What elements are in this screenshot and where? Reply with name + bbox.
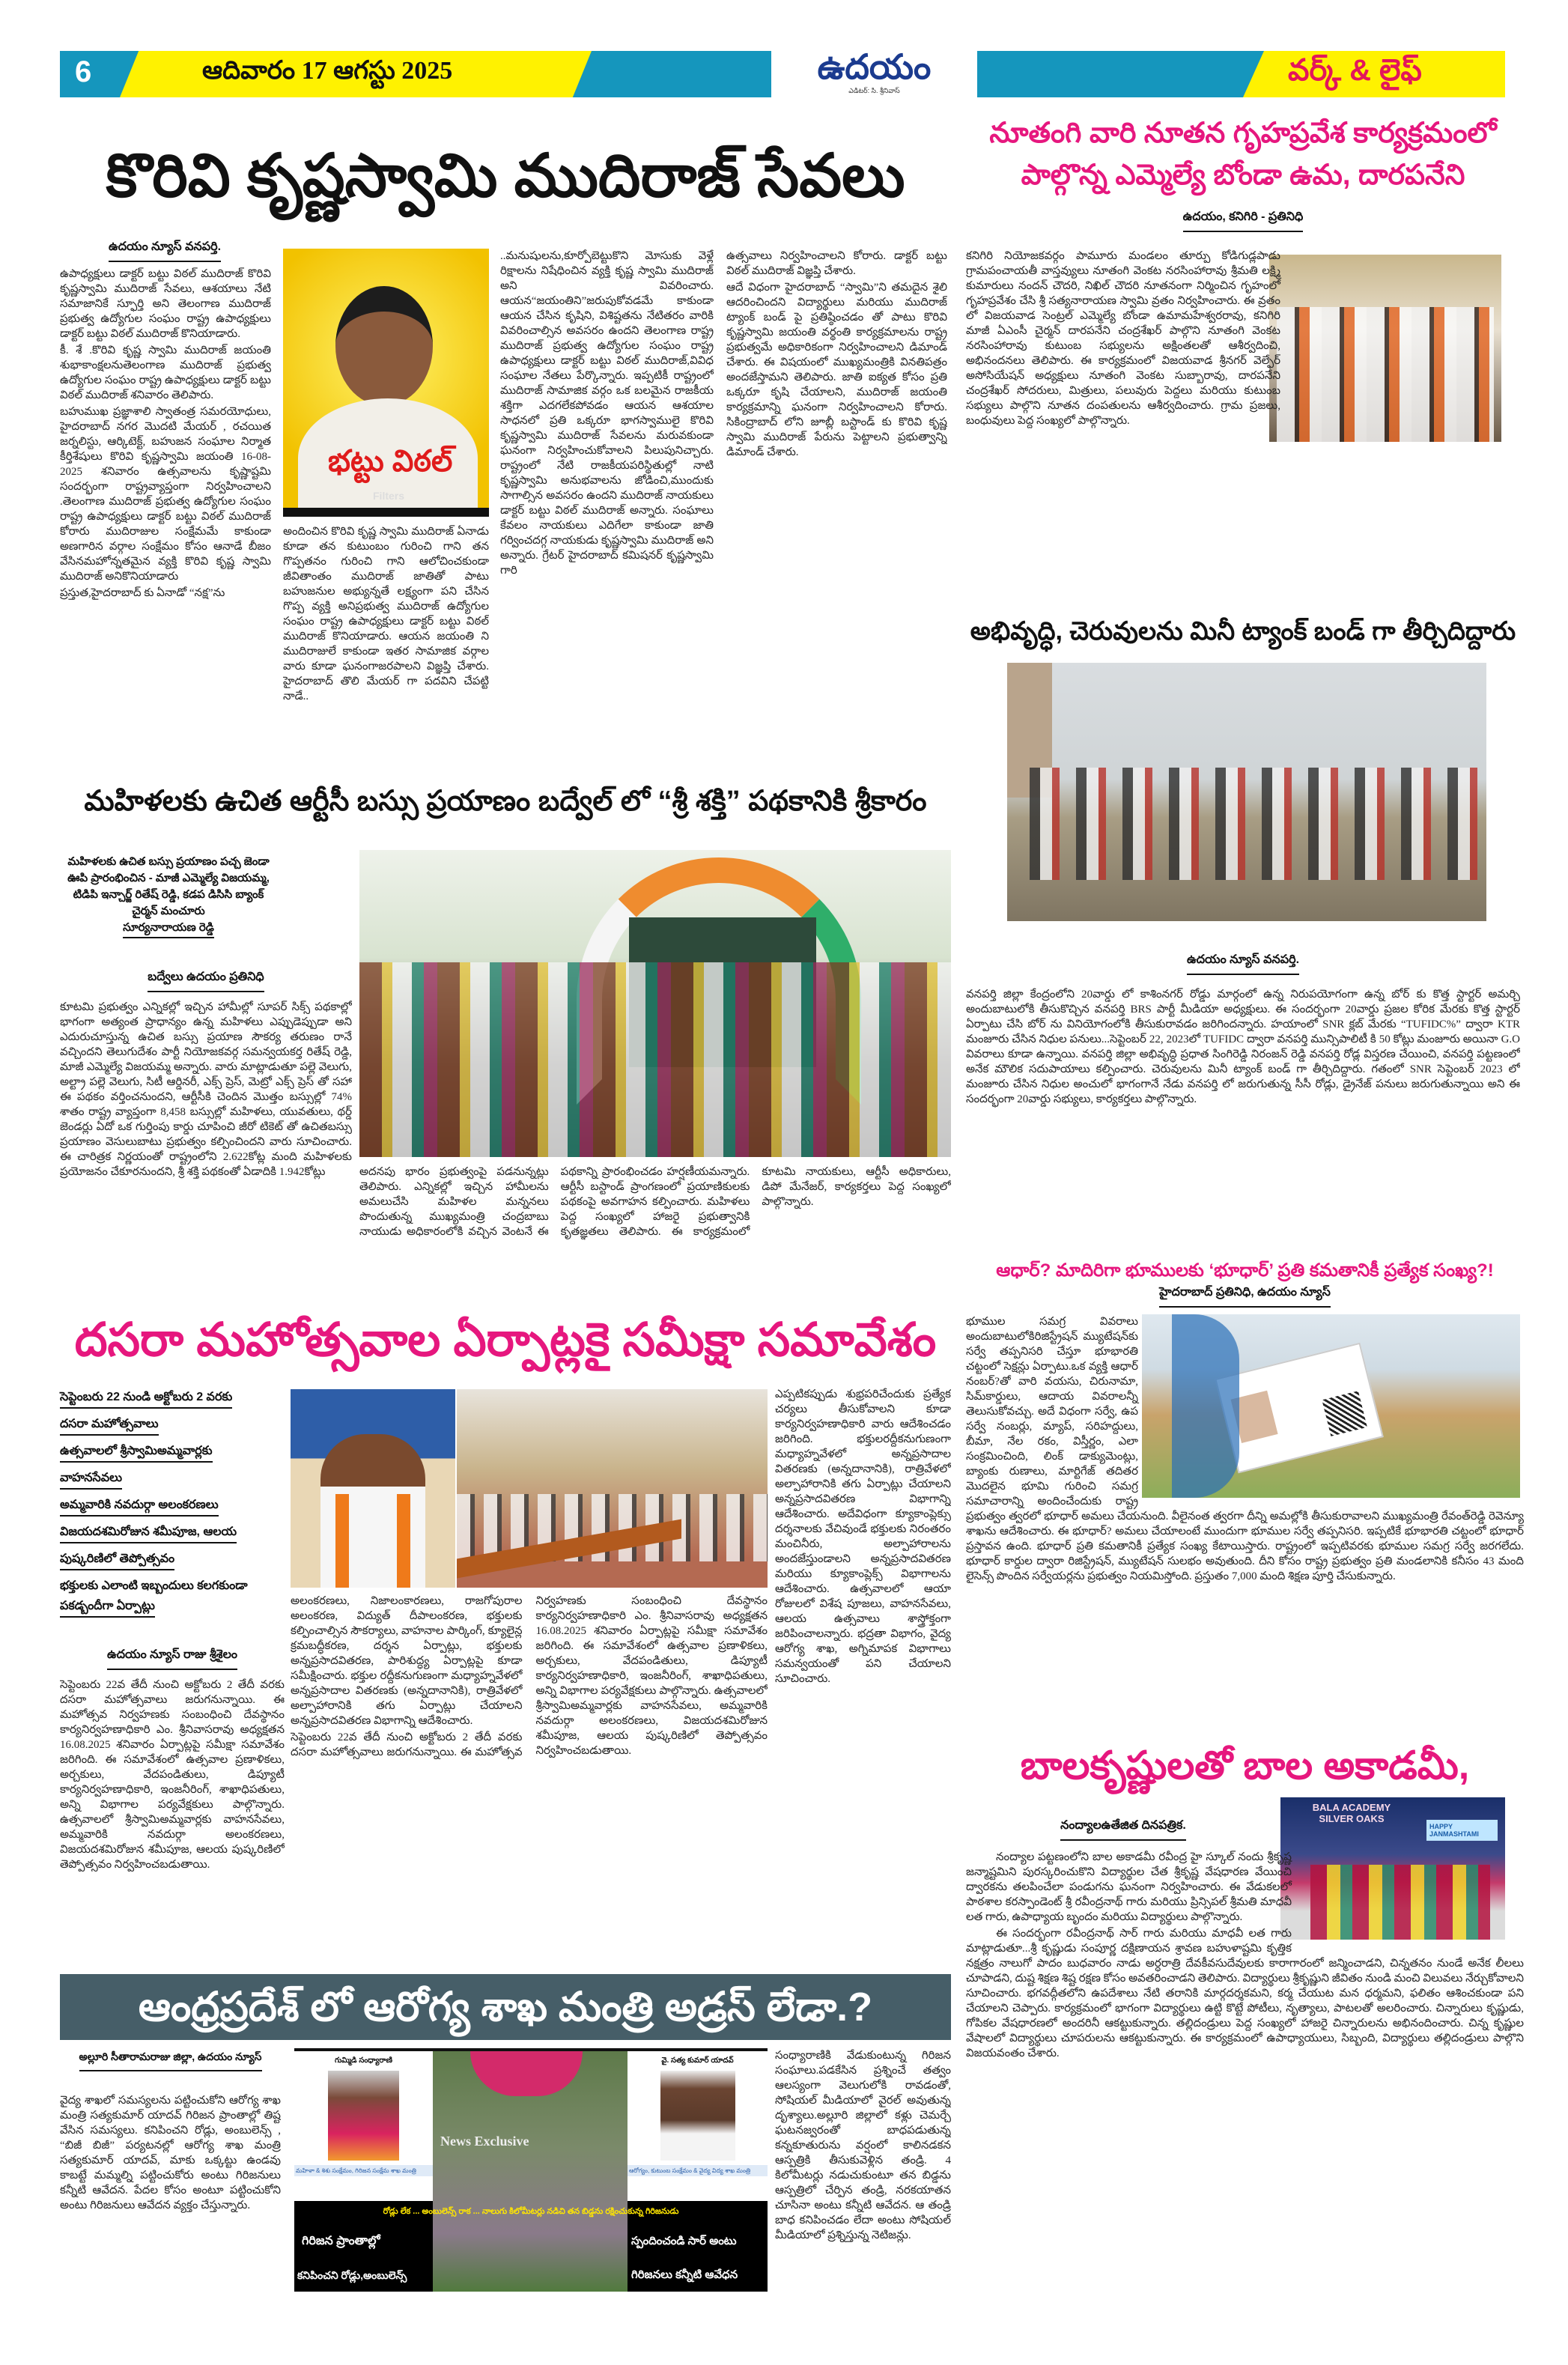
bus-photo — [359, 850, 951, 1157]
photo-name-caption: భట్టు విఠల్ — [328, 445, 453, 478]
bus-body-2: అదనపు భారం ప్రభుత్వంపై పడనున్నట్లు తెలిపారు. ఎన్నికల్లో ఇచ్చిన హామీలను అమలుచేసి మహిళల మన్ననలు పొందుతున్న ముఖ్యమంత్రి చంద్రబాబు నాయుడు అధికారంలోకి వచ్చిన వెంటనే ఈ పథకాన్ని ప్రారంభించడం హర్షణీయమన్నారు. ఆర్టీసీ బస్టాండ్ ప్రాంగణంలో ప్రయాణికులకు పథకంపై అవగాహన కల్పించారు. మహిళలు పెద్ద సంఖ్యలో హాజరై ప్రభుత్వానికి కృతజ్ఞతలు తెలిపారు. ఈ కార్యక్రమంలో కూటమి నాయకులు, ఆర్టీసీ అధికారులు, డిపో మేనేజర్, కార్యకర్తలు పెద్ద సంఖ్యలో పాల్గొన్నారు. — [359, 1166, 951, 1238]
left-panel — [294, 2051, 433, 2201]
tankbund-photo — [1007, 663, 1486, 921]
highlight-item: భక్తులకు ఎలాంటి ఇబ్బందులు కలగకుండా — [60, 1579, 248, 1592]
highlight-item: సెప్టెంబరు 22 నుండి అక్టోబరు 2 వరకు — [60, 1387, 232, 1409]
dasara-photo-meeting — [457, 1389, 768, 1588]
photo-spacer — [1292, 1850, 1524, 1943]
people-group — [1030, 768, 1479, 880]
crowd — [359, 962, 951, 1157]
caption-right-1: స్పందించండి సార్ అంటు — [631, 2235, 737, 2247]
bus-body: కూటమి ప్రభుత్వం ఎన్నికల్లో ఇచ్చిన హామీల్లో సూపర్ సిక్స్ పథకాల్లో భాగంగా అత్యంత ప్రాధాన్యం ఉన్న మహిళలు ఎప్పుడెప్పుడా అని ఎదురుచూస్తున్న ఉచిత బస్సు ప్రయాణ సౌకర్య తరుణం రానే వచ్చిందని తెలుగుదేశం పార్టీ నియోజకవర్గ సమన్వయకర్త రితేష్ రెడ్డి, మాజీ ఎమ్మెల్యే విజయమ్మ అన్నారు. వారు మాట్లాడుతూ పల్లె వెలుగు, అల్ట్రా పల్లె వెలుగు, సిటీ ఆర్డినరీ, ఎక్స్ ప్రెస్, మెట్రో ఎక్స్ ప్రెస్ తో సహా ఈ పథకం వర్తించనుందని, ఆర్టీసీకి చెందిన మొత్తం బస్సుల్లో 74% శాతం రాష్ట్ర వ్యాప్తంగా 8,458 బస్సుల్లో మహిళలు, యువతులు, థర్డ్ జెండర్లు ఏదో ఒక గుర్తింపు కార్డు చూపించి జీరో టికెట్ తో ఉచితబస్సు ప్రయాణం వెసులుబాటు ప్రభుత్వం కల్పించిందని వారు సూచించారు. ఈ చారిత్రక నిర్ణయంతో రాష్ట్రంలోని 2.622కోట్ల మంది మహిళలకు ప్రయోజనం చేకూరనుందని, శ్రీ శక్తి పథకంతో ఏడాదికి 1.942కోట్లు — [60, 1001, 352, 1178]
bus-headline: మహిళలకు ఉచిత ఆర్టీసీ బస్సు ప్రయాణం బద్వేల్ లో “శ్రీ శక్తి” పథకానికి శ్రీకారం — [84, 786, 927, 817]
kanigiri-byline: ఉదయం, కనిగిరి - ప్రతినిధి — [966, 210, 1520, 232]
mudiraj-col3: ..మనుషులను,కూర్పోబెట్టుకొని మోసుకు వెళ్లే రిక్షాలను నిషేధించిన వ్యక్తి కృష్ణ స్వామి ముదిరాజ్ అని వివరించారు. ఆయన“జయంతిని”జరుపుకోవడమే కాకుండా ఆయన చేసిన కృషిని, విశిష్టతను నేటితరం వారికి వివరించాల్సిన అవసరం ఉందని తెలంగాణ రాష్ట్ర ముదిరాజ్ ప్రభుత్వ ఉద్యోగుల సంఘం రాష్ట్ర ఉపాధ్యక్షులు డాక్టర్ బట్టు విఠల్ ముదిరాజ్,వివిధ సంఘాల నేతలు పేర్కొన్నారు. ఇప్పటికీ రాష్ట్రంలో ముదిరాజ్ సామాజిక వర్గం ఒక బలమైన రాజకీయ శక్తిగా ఎదగలేకపోవడం ఆయన ఆశయాల సాధనలో ప్రతి ఒక్కరూ భాగస్వాములై కొరివి కృష్ణస్వామి ముదిరాజ్ సేవలను మరువకుండా ఘనంగా నిర్వహించుకోవాలని పిలుపునిచ్చారు. రాష్ట్రంలో నేటి రాజకీయపరిస్థితుల్లో నాటి కృష్ణస్వామి అనుభవాలను జోడించి,ముందుకు సాగాల్సిన అవసరం ఉందని ముదిరాజ్ నాయకులు డాక్టర్ బట్టు విఠల్ ముదిరాజ్ అన్నారు. సంఘాలు కేవలం నాయకులు ఎదిగేలా కాకుండా జాతి గర్వించదగ్గ నాయకుడు కృష్ణస్వామి ముదిరాజ్ అని అన్నారు. గ్రేటర్ హైదరాబాద్ కమిషనర్ కృష్ణస్వామి గారి — [500, 250, 714, 577]
logo-subtitle: ఎడిటర్: సి. శ్రీనివాస్ — [848, 87, 900, 94]
highlight-item: పుష్కరిణిలో తెప్పోత్సవం — [60, 1549, 174, 1570]
portrait-head — [335, 286, 433, 406]
photo-sign-text: HAPPY JANMASHTAMI — [1426, 1820, 1498, 1841]
tankbund-byline: ఉదయం న్యూస్ వనపర్తి. — [966, 953, 1520, 975]
highlight-item: ఉత్సవాలలో శ్రీస్వామిఅమ్మవార్లకు — [60, 1441, 213, 1463]
aadhaar-byline: హైదరాబాద్ ప్రతినిధి, ఉదయం న్యూస్ — [966, 1285, 1524, 1308]
caption-left-1: గిరిజన ప్రాంతాల్లో — [302, 2235, 380, 2247]
news-exclusive-watermark: News Exclusive — [440, 2134, 529, 2149]
right-panel — [627, 2051, 768, 2201]
issue-date: ఆదివారం 17 ఆగస్టు 2025 — [202, 57, 453, 85]
dasara-highlights — [60, 1387, 285, 1623]
aadhaar-body: భూముల సమగ్ర వివరాలు అందుబాటులోకిరిజిస్ట్రేషన్ మ్యుటేషన్‌కు సర్వే తప్పనిసరి చేస్తూ భూభారతి చట్టంలో సెక్షన్లు ఏర్పాటు.ఒక వ్యక్తి ఆధార్ నంబర్?తో వారి వయసు, చిరునామా, సిమ్‌కార్డులు, ఆదాయ వివరాలన్నీ తెలుసుకోవచ్చు. అదే విధంగా సర్వే, ఉప సర్వే నంబర్లు, మ్యాప్, సరిహద్దులు, బీమా, నేల రకం, విస్తీర్ణం, ఎలా సంక్రమించింది, లింక్ డాక్యుమెంట్లు, బ్యాంకు రుణాలు, మార్టిగేజ్ తదితర మొదలైన భూమి గురించి సమగ్ర సమాచారాన్ని అందించేందుకు రాష్ట్ర ప్రభుత్వం త్వరలో భూధార్ అమలు చేయనుంది. వీలైనంత త్వరగా దీన్ని అమల్లోకి తీసుకురావాలని ముఖ్యమంత్రి రేవంత్‌రెడ్డి రెవెన్యూ శాఖను ఆదేశించారు. ఈ భూధార్? అమలు చేయాలంటే ముందుగా భూముల సర్వే తప్పనిసరి. ఇప్పటికే భూభారతి చట్టంలో భూధార్ ప్రస్తావన ఉంది. భూధార్ ప్రతి కమతానికీ ప్రత్యేక సంఖ్య కేటాయిస్తారు. రాష్ట్రంలో ఇప్పటివరకు భూముల సమగ్ర సర్వే జరగలేదు. భూధార్ కార్డుల ద్వారా రిజిస్ట్రేషన్, మ్యుటేషన్ సులభం అవుతుంది. దీని కోసం రాష్ట్ర ప్రభుత్వం ప్రతి మండలానికి కనీసం 43 మంది లైసెన్స్ పొందిన సర్వేయర్లను ప్రభుత్వం నియమిస్తోంది. ప్రస్తుతం 7,000 మంది శిక్షణ పూర్తి చేసుకున్నారు. — [966, 1316, 1524, 1582]
dasara-body-3: ఎప్పటికప్పుడు శుభ్రపరిచేందుకు ప్రత్యేక చర్యలు తీసుకోవాలని కూడా కార్యనిర్వహణాధికారి వారు ఆదేశించడం జరిగింది. భక్తులరద్దీకనుగుణంగా మధ్యాహ్నవేళలో అన్నప్రసాదాల వితరణకు (అన్నదానానికి), రాత్రివేళలో అల్పాహారానికి తగు ఏర్పాట్లు చేయాలని అన్నప్రసాదవితరణ విభాగాన్ని ఆదేశించారు. అదేవిధంగా క్యూకాంప్లెక్సు దర్శనాలకు వేచివుండే భక్తులకు నిరంతరం మంచినీరు, అల్పాహారాలను అందజేస్తుండాలని అన్నప్రసాదవితరణ మరియు క్యూకాంప్లెక్స్ విభాగాలను ఆదేశించారు. ఉత్సవాలలో ఆయా రోజులలో విశేష పూజలు, వాహనసేవలు, ఆలయ ఉత్సవాలు శాస్త్రోక్తంగా జరిపించాలన్నారు. భద్రతా విభాగం, వైద్య ఆరోగ్య శాఖ, అగ్నిమాపక విభాగాలు సమన్వయంతో పని చేయాలని సూచించారు. — [775, 1388, 951, 1685]
right-minister-role: ఆరోగ్యం, కుటుంబ సంక్షేమం & వైద్య విద్య శాఖ మంత్రి — [627, 2165, 768, 2176]
dasara-byline: ఉదయం న్యూస్ రాజు శ్రీశైలం — [60, 1648, 285, 1670]
bus-byline: బద్వేలు ఉదయం ప్రతినిధి — [60, 970, 352, 992]
video-ticker: రోడ్లు లేక ... అంబులెన్స్ రాక ... నాలుగు కిలోమీటర్లు నడిచి తన బిడ్డను రక్షించుకున్న గిరిజనుడు — [383, 2207, 679, 2216]
photo-banner-text: BALA ACADEMY SILVER OAKS — [1312, 1802, 1391, 1824]
newspaper-logo — [771, 46, 977, 102]
mudiraj-col4: ఉత్సవాలు నిర్వహించాలని కోరారు. డాక్టర్ బట్టు విఠల్ ముదిరాజ్ విజ్ఞప్తి చేశారు. ఆదే విధంగా హైదరాబాద్ “స్వామి”ని తమదైన శైలి ఆదరించిందని విద్యార్థులు మరియు ముదిరాజ్ ట్యాంక్ బండ్ పై ప్రతిష్ఠించడం తో పాటు కొరివి కృష్ణస్వామి జయంతి వర్థంతి కార్యక్రమాలను రాష్ట్ర ప్రభుత్వమే అధికారికంగా నిర్వహించాలని డిమాండ్ చేశారు. ఈ విషయంలో ముఖ్యమంత్రికి వినతిపత్రం అందజేస్తామని తెలిపారు. జాతి ఐక్యత కోసం ప్రతి ఒక్కరూ కృషి చేయాలని, ముదిరాజ్ జయంతి కార్యక్రమాన్ని ఘనంగా నిర్వహించాలని కోరారు. సికింద్రాబాద్ లోని జూబ్లీ బస్టాండ్ కు కొరివి కృష్ణ స్వామి ముదిరాజ్ పేరును పెట్టాలని ప్రభుత్వాన్ని డిమాండ్ చేశారు. — [726, 250, 947, 458]
highlight-item: వాహనసేవలు — [60, 1468, 122, 1490]
health-headline: ఆంధ్రప్రదేశ్ లో ఆరోగ్య శాఖ మంత్రి అడ్రస్ లేడా.? — [138, 1985, 873, 2029]
health-byline: అల్లూరి సీతారామరాజు జిల్లా, ఉదయం న్యూస్ — [60, 2050, 281, 2071]
right-minister-photo — [660, 2071, 735, 2161]
tankbund-headline: అభివృద్ధి, చెరువులను మినీ ట్యాంక్ బండ్ గా తీర్చిదిద్దారు — [970, 617, 1516, 646]
kanigiri-body: కనిగిరి నియోజకవర్గం పామూరు మండలం తూర్పు కోడిగుడ్లపాడు గ్రామపంచాయతీ వాస్తవ్యులు నూతంగి వెంకట నరసింహారావు శ్రీమతి లక్ష్మి కుమారులు నందన్ చౌదరి, నిఖిల్ చౌదరి నూతనంగా నిర్మించిన గృహంలో గృహప్రవేశం చేసి శ్రీ సత్యనారాయణ స్వామి వ్రతం నిర్వహించారు. ఈ వ్రతం లో విజయవాడ సెంట్రల్ ఎమ్మెల్యే బోండా ఉమామహేశ్వరరావు, కనిగిరి మాజీ ఏఎంసీ చైర్మన్ దారపనేని చంద్రశేఖర్ పాల్గొని నూతంగి వెంకట నరసింహారావు కుటుంబ సభ్యులను అక్షింతలతో ఆశీర్వదించి, అభినందనలు తెలిపారు. ఈ కార్యక్రమంలో విజయవాడ శ్రీనగర్ వెల్ఫేర్ అసోసియేషన్ అధ్యక్షులు నూతంగి వెంకట సుబ్బారావు, దారపనేని చంద్రశేఖర్ సోదరులు, మిత్రులు, పలువురు పెద్దలు మరియు కుటుంబ సభ్యులు పాల్గొని నూతన దంపతులను ఆశీర్వదించారు. గ్రామ ప్రజలు, బంధువులు పెద్ద సంఖ్యలో పాల్గొన్నారు. — [966, 249, 1520, 593]
photo-border — [283, 508, 489, 517]
caption-left-2: కనిపించని రోడ్లు,అంబులెన్స్ — [297, 2269, 407, 2281]
saffron-scarf — [335, 1494, 410, 1588]
health-body-right: సంధ్యారాణికి వేడుకుంటున్న గిరిజన సంఘాలు.పడకేసిన ప్రశ్నించే తత్వం ఆలస్యంగా వెలుగులోకి రావడంతో, సోషియల్ మీడియాలో వైరల్ అవుతున్న దృశ్యాలు.అల్లూరి జిల్లాలో కళ్లు చెమర్చే ఘటనజ్వరంతో బాధపడుతున్న కన్నకూతురును వర్షంలో కాలినడకన ఆస్పత్రికి తీసుకువెళ్లిన తండ్రి. 4 కిలోమీటర్లు నడుచుకుంటూ తన బిడ్డను ఆస్పత్రిలో చేర్పిన తండ్రి, నరకయాతన చూసినా అంటు కన్నీటి ఆవేదన. ఆ తండ్రి బాధ కనిపించడం లేదా అంటు సోషియల్ మీడియాలో ప్రశ్నిస్తున్న నెటిజన్లు. — [775, 2050, 951, 2241]
umbrella — [470, 2051, 583, 2096]
dasara-body: సెప్టెంబరు 22వ తేదీ నుంచి అక్టోబరు 2 తేదీ వరకు దసరా మహోత్సవాలు జరుగనున్నాయి. ఈ మహోత్సవ నిర్వహణకు సంబంధించి దేవస్థానం కార్యనిర్వహణాధికారి ఎం. శ్రీనివాసరావు అధ్యక్షతన 16.08.2025 శనివారం ఏర్పాట్లపై సమీక్షా సమావేశం జరిగింది. ఈ సమావేశంలో ఉత్సవాల ప్రణాళికలు, అర్చకులు, వేదపండితులు, డిప్యూటీ కార్యనిర్వహణాధికారి, ఇంజనీరింగ్, శాఖాధిపతులు, అన్ని విభాగాల పర్యవేక్షకులు పాల్గొన్నారు. ఉత్సవాలలో శ్రీస్వామిఅమ్మవార్లకు వాహనసేవలు, అమ్మవారికి నవదుర్గా అలంకరణలు, విజయదశమిరోజున శమీపూజ, ఆలయ పుష్కరిణిలో తెప్పోత్సవం నిర్వహించబడుతాయి. — [60, 1679, 285, 1871]
mudiraj-photo — [283, 249, 489, 517]
mudiraj-byline: ఉదయం న్యూస్ వనపర్తి. — [60, 240, 270, 262]
highlight-item: దసరా మహోత్సవాలు — [60, 1414, 159, 1436]
dasara-photo-official — [291, 1389, 455, 1588]
highlight-item: పకడ్బందీగా ఏర్పాట్లు — [60, 1596, 155, 1618]
highlight-item: అమ్మవారికి నవదుర్గా అలంకరణలు — [60, 1495, 219, 1517]
bala-byline: నంద్యాలఉతేజిత దినపత్రిక. — [966, 1818, 1280, 1841]
health-headline-banner — [60, 1974, 951, 2040]
highlight-item: విజయదశమిరోజున శమీపూజ, ఆలయ — [60, 1522, 237, 1543]
photo-spacer — [1280, 249, 1520, 447]
caption-right-2: గిరిజనలు కన్నీటి ఆవేధన — [631, 2268, 738, 2281]
kanigiri-headline: నూతంగి వారి నూతన గృహప్రవేశ కార్యక్రమంలో పాల్గొన్న ఎమ్మెల్యే బోండా ఉమ, దారపనేని — [989, 118, 1497, 191]
bala-body: నంద్యాల పట్టణంలోని బాల అకాడమీ రవీంద్ర హై స్కూల్ నందు శ్రీకృష్ణ జన్మాష్టమిని పురస్కరించుకొని విద్యార్థుల చేత శ్రీకృష్ణ వేషధారణ వేయించి ద్వారకను తలపించేలా పండుగను ఘనంగా నిర్వహించారు. ఈ వేడుకలలో పాఠశాల కరస్పాండెంట్ శ్రీ రవీంద్రనాథ్ గారు మరియు ప్రిన్సిపల్ శ్రీమతి మాధవీ లత గారు, ఉపాధ్యాయ బృందం మరియు విద్యార్థులు పాల్గొన్నారు. ఈ సందర్భంగా రవీంద్రనాథ్ సార్ గారు మరియు మాధవీ లత గారు మాట్లాడుతూ...శ్రీ కృష్ణుడు సంపూర్ణ దక్షిణాయన శ్రావణ బహుళాష్టమి కృత్తిక నక్షత్రం నాలుగో పాదం బుధవారం నాడు అర్ధరాత్రి దేవకీవసుదేవులకు కారాగారంలో జన్మించాడని, చిన్నతనం నుండే అనేక లీలలు చూపాడని, దుష్ట శిక్షణ శిష్ట రక్షణ కోసం అవతరించాడని తెలిపారు. విద్యార్థులు శ్రీకృష్ణుని జీవితం నుండి మంచి విలువలు నేర్చుకోవాలని సూచించారు. భగవద్గీతలోని ఉపదేశాలు నేటి తరానికి మార్గదర్శకమని, కర్మ చేయుట మన ధర్మమని, ఫలితం ఆశించకుండా పని చేయాలని చెప్పారు. కార్యక్రమంలో భాగంగా విద్యార్థులు ఉట్టి కొట్టే పోటీలు, నృత్యాలు, పాటలతో అలరించారు. చిన్నారులు కృష్ణుడు, గోపికల వేషధారణలో అందరినీ ఆకట్టుకున్నారు. తల్లిదండ్రులు పెద్ద సంఖ్యలో హాజరై చిన్నారులను అభినందించారు. చిన్న కృష్ణుల వేషాలలో విద్యార్థులు చూపరులను ఆకట్టుకున్నారు. ఈ కార్యక్రమంలో ఉపాధ్యాయులు, సిబ్బంది, విద్యార్థులు తల్లిదండ్రులు పాల్గొని విజయవంతం చేశారు. — [966, 1851, 1524, 2059]
health-photo-collage — [294, 2048, 768, 2292]
aadhaar-headline: ఆధార్? మాదిరిగా భూములకు ‘భూధార్’ ప్రతి కమతానికీ ప్రత్యేక సంఖ్య?! — [996, 1260, 1494, 1281]
bus-subhead: మహిళలకు ఉచిత బస్సు ప్రయాణం పచ్చ జెండా ఊపి ప్రారంభించిన - మాజీ ఎమ్మెల్యే విజయమ్మ, టిడిపి ఇన్చార్జ్ రితేష్ రెడ్డి, కడప డిసిసి బ్యాంక్ చైర్మన్ మంచూరు సూర్యనారాయణ రెడ్డి — [60, 854, 277, 936]
video-frame — [433, 2051, 627, 2292]
section-title: వర్క్ & లైఫ్ — [1288, 54, 1422, 87]
photo-spacer — [1138, 1314, 1524, 1505]
bala-headline: బాలకృష్ణులతో బాల అకాడమీ, — [1020, 1744, 1470, 1788]
right-minister-name: వై. సత్య కుమార్ యాదవ్ — [661, 2056, 734, 2065]
mudiraj-col2: అందించిన కొరివి కృష్ణ స్వామి ముదిరాజ్ ఏనాడు కూడా తన కుటుంబం గురించి గాని తన గొప్పతనం గురించి గాని ఆలోచించకుండా జీవితాంతం ముదిరాజ్ జాతితో పాటు బహుజనుల అభ్యున్నతే లక్ష్యంగా పని చేసిన గొప్ప వ్యక్తి అనిప్రభుత్వ ముదిరాజ్ ఉద్యోగుల సంఘం రాష్ట్ర ఉపాధ్యక్షులు డాక్టర్ బట్టు విఠల్ ముదిరాజ్ కొనియాడారు. ఆయన జయంతి ని ముదిరాజులే కాకుండా ఇతర సామాజిక వర్గాల వారు కూడా ఘనంగాజరపాలని విజ్ఞప్తి చేశారు. హైదరాబాద్ తొలి మేయర్ గా పదవిని చేపట్టి నాడే.. — [283, 526, 489, 702]
health-body-left: వైద్య శాఖలో సమస్యలను పట్టించుకోని ఆరోగ్య శాఖ మంత్రి సత్యకుమార్ యాదవ్ గిరిజన ప్రాంతాల్లో తిష్ట వేసిన సమస్యలు. కనిపించని రోడ్లు, అంబులెన్స్ , “బిజీ బిజీ” పర్యటనల్లో ఆరోగ్య శాఖ మంత్రి సత్యకుమార్ యాదవ్, మాకు ఒక్కట్టు ఉండవు కాబట్టే మమ్మల్ని పట్టించుకోరు అంటు గిరిజనులు కన్నీటి ఆవేదన. పేదల కోసం అంటూ పట్టించుకోని అంటు గిరిజనులు ఆవేదన వ్యక్తం చేస్తున్నారు. — [60, 2095, 281, 2211]
page-number: 6 — [75, 55, 92, 88]
mudiraj-col1: ఉపాధ్యక్షులు డాక్టర్ బట్టు విఠల్ ముదిరాజ్ కొరివి కృష్ణస్వామి ముదిరాజ్ సేవలు, ఆశయాలు నేటి సమాజానికే స్ఫూర్తి అని తెలంగాణ ముదిరాజ్ ప్రభుత్వ ఉద్యోగుల సంఘం రాష్ట్ర ఉపాధ్యక్షులు డాక్టర్ బట్టు విఠల్ ముదిరాజ్ కొనియాడారు. కీ. శే .కొరివి కృష్ణ స్వామి ముదిరాజ్ జయంతి శుభాకాంక్షలనుతెలంగాణ ముదిరాజ్ ప్రభుత్వ ఉద్యోగుల సంఘం రాష్ట్ర ఉపాధ్యక్షులు డాక్టర్ బట్టు విఠల్ ముదిరాజ్ శనివారం తెలిపారు. బహుముఖ ప్రజ్ఞాశాలి స్వాతంత్ర సమరయోధులు, హైదరాబాద్ నగర మొదటి మేయర్ , రచయిత జర్నలిస్టు, ఆర్కిటెక్ట్, బహుజన సంఘాల నిర్మాత కీర్తిశేషులు కొరివి కృష్ణస్వామి జయంతి 16-08-2025 శనివారం ఉత్సవాలను కృష్ణాష్టమి సందర్భంగా రాష్ట్రవ్యాప్తంగా నిర్వహించాలని .తెలంగాణ ముదిరాజ్ ప్రభుత్వ ఉద్యోగుల సంఘం రాష్ట్ర ఉపాధ్యక్షులు డాక్టర్ బట్టు విఠల్ ముదిరాజ్ కోరారు ముదిరాజుల సంక్షేమమే కాకుండా అణగారిన వర్గాల సంక్షేమం కోసం ఆనాడే బీజం వేసినమహోన్నతమైన వ్యక్తి కొరివి కృష్ణ స్వామి ముదిరాజ్ అనికొనియాడారు ప్రస్తుత,హైదరాబాద్ కు ఏనాడో “నక్ష”ను — [60, 268, 271, 599]
dasara-body-2: అలంకరణలు, నిజాలంకారణలు, రాజగోపురాల అలంకరణ, విద్యుత్ దీపాలంకరణ, భక్తులకు కల్పించాల్సిన సౌకర్యాలు, వాహనాల పార్కింగ్, క్యూలైన్ల క్రమబద్ధీకరణ, దర్శన ఏర్పాట్లు, భక్తులకు అన్నప్రసాదవితరణ, పారిశుద్ధ్య ఏర్పాట్లపై కూడా సమీక్షించారు. భక్తుల రద్దీకనుగుణంగా మధ్యాహ్నవేళలో అన్నప్రసాదాల వితరణకు (అన్నదానానికి), రాత్రివేళలో అల్పాహారానికి తగు ఏర్పాట్లు చేయాలని అన్నప్రసాదవితరణ విభాగాన్ని ఆదేశించారు. సెప్టెంబరు 22వ తేదీ నుంచి అక్టోబరు 2 తేదీ వరకు దసరా మహోత్సవాలు జరుగనున్నాయి. ఈ మహోత్సవ నిర్వహణకు సంబంధించి దేవస్థానం కార్యనిర్వహణాధికారి ఎం. శ్రీనివాసరావు అధ్యక్షతన 16.08.2025 శనివారం ఏర్పాట్లపై సమీక్షా సమావేశం జరిగింది. ఈ సమావేశంలో ఉత్సవాల ప్రణాళికలు, అర్చకులు, వేదపండితులు, డిప్యూటీ కార్యనిర్వహణాధికారి, ఇంజనీరింగ్, శాఖాధిపతులు, అన్ని విభాగాల పర్యవేక్షకులు పాల్గొన్నారు. ఉత్సవాలలో శ్రీస్వామిఅమ్మవార్లకు వాహనసేవలు, అమ్మవారికి నవదుర్గా అలంకరణలు, విజయదశమిరోజున శమీపూజ, ఆలయ పుష్కరిణిలో తెప్పోత్సవం నిర్వహించబడుతాయి. — [291, 1595, 768, 1758]
left-minister-name: గుమ్మిడి సంధ్యారాణి — [334, 2056, 393, 2065]
mudiraj-headline: కొరివి కృష్ణస్వామి ముదిరాజ్ సేవలు — [106, 142, 905, 209]
left-minister-role: మహిళా & శిశు సంక్షేమం, గిరిజన సంక్షేమ శాఖ మంత్రి — [294, 2165, 433, 2176]
logo-text: ఉదయం — [817, 47, 932, 86]
dasara-headline: దసరా మహోత్సవాల ఏర్పాట్లకై సమీక్షా సమావేశం — [74, 1314, 937, 1366]
photo-watermark: Filters — [373, 490, 405, 502]
left-minister-photo — [328, 2071, 399, 2161]
tankbund-body: వనపర్తి జిల్లా కేంద్రంలోని 20వార్డు లో కాశింనగర్ రోడ్డు మార్గంలో ఉన్న నిరుపయోగంగా ఉన్న బోర్ కు కొత్త స్టార్టర్ అమర్చి అందుబాటులోకి తీసుకొచ్చిన వనపర్తి BRS పార్టీ మీడియా అధ్యక్షులు. ఈ సందర్భంగా 20వార్డు ప్రజల కోరిక మేరకు కొత్త స్టార్టర్ ఏర్పాటు చేసి బోర్ ను వినియోగంలోకి తీసుకురావడం జరిగిందన్నారు. హయాంలో SNR క్లబ్ మేరకు “TUFIDC%” ద్వారా KTR మంజూరు చేసిన నిధుల పనులు...సెప్టెంబర్ 22, 2023లో TUFIDC ద్వారా వనపర్తి మున్సిపాలిటీ కి 50 కోట్లు మంజూరు అయినా G.O వివరాలు కూడా ఉన్నాయి. వనపర్తి జిల్లా అభివృద్ధి ప్రధాత సింగిరెడ్డి నిరంజన్ రెడ్డి వనపర్తి రోడ్ల విస్తరణ చేయించి, వనపర్తి పట్టణంలో అనేక మౌలిక సదుపాయాలు కల్పించారు. చెరువులను మినీ ట్యాంక్ బండ్ గా తీర్చిదిద్దారు. గతంలో SNR సెప్టెంబర్ 2023 లో మంజూరు చేసిన నిధుల అంచులో భాగంగానే నేడు వనపర్తి లో జరుగుతున్న సీసీ రోడ్లు, డ్రైనేజ్ పనులు జరుగుతున్నాయి అని ఈ సందర్భంగా 20వార్డు సభ్యులు, కార్యకర్తలు పాల్గొన్నారు. — [966, 989, 1520, 1105]
